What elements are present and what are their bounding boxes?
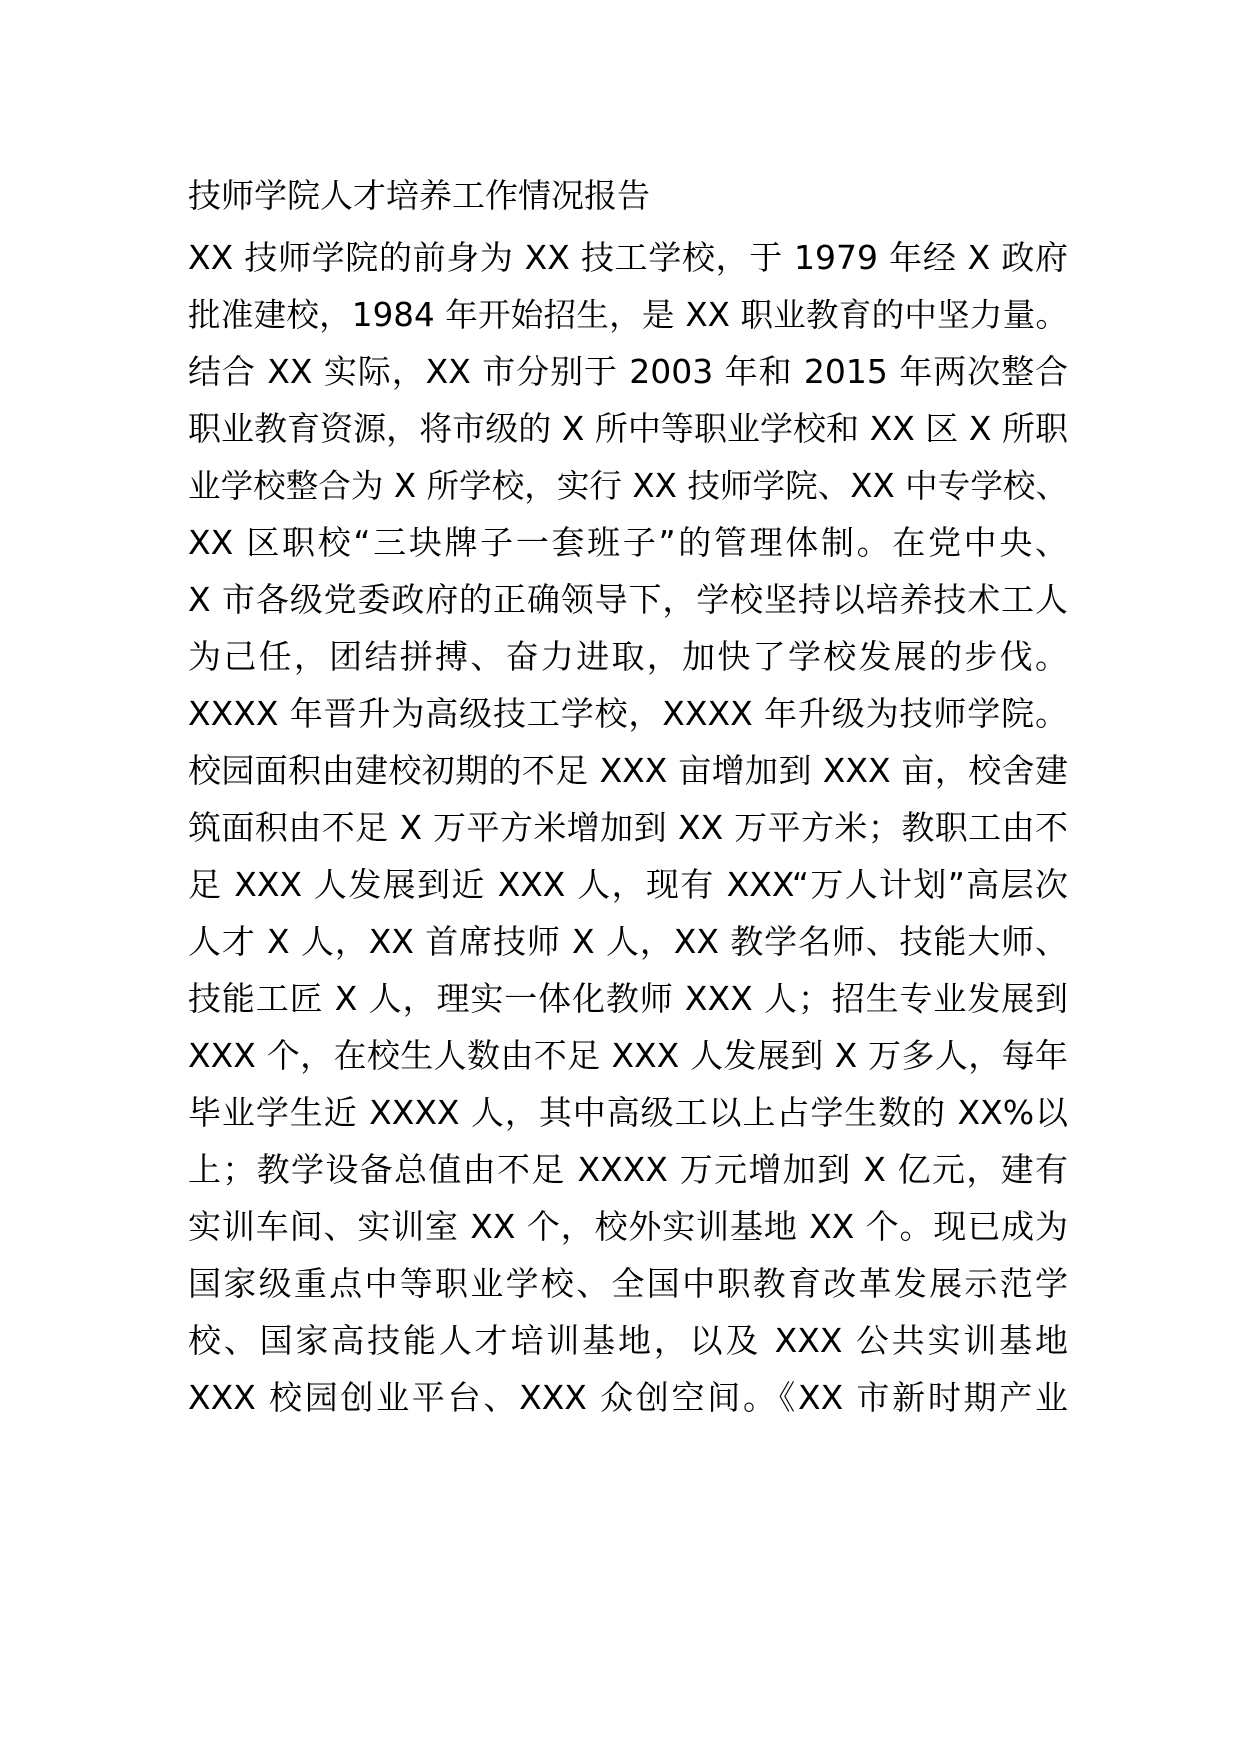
paragraph-line: 校、国家高技能人才培训基地，以及 XXX 公共实训基地 <box>188 1321 1068 1360</box>
paragraph-line: XX 区职校“三块牌子一套班子”的管理体制。在党中央、 <box>188 523 1068 562</box>
paragraph-line: 校园面积由建校初期的不足 XXX 亩增加到 XXX 亩，校舍建 <box>188 751 1068 790</box>
paragraph-line: 人才 X 人，XX 首席技师 X 人，XX 教学名师、技能大师、 <box>188 922 1068 961</box>
paragraph-line: XXX 校园创业平台、XXX 众创空间。《XX 市新时期产业 <box>188 1378 1068 1417</box>
paragraph-line: XXXX 年晋升为高级技工学校，XXXX 年升级为技师学院。 <box>188 694 1068 733</box>
paragraph-line: 业学校整合为 X 所学校，实行 XX 技师学院、XX 中专学校、 <box>188 467 1068 505</box>
paragraph-line: 筑面积由不足 X 万平方米增加到 XX 万平方米；教职工由不 <box>188 808 1068 847</box>
paragraph-line: 实训车间、实训室 XX 个，校外实训基地 XX 个。现已成为 <box>188 1207 1068 1246</box>
document-title: 技师学院人才培养工作情况报告 <box>188 176 650 215</box>
paragraph-line: 为己任，团结拼搏、奋力进取，加快了学校发展的步伐。 <box>188 637 1068 676</box>
paragraph-line: 上；教学设备总值由不足 XXXX 万元增加到 X 亿元，建有 <box>188 1150 1068 1189</box>
paragraph-line: 结合 XX 实际，XX 市分别于 2003 年和 2015 年两次整合 <box>188 352 1068 391</box>
paragraph-line: 国家级重点中等职业学校、全国中职教育改革发展示范学 <box>188 1264 1068 1303</box>
paragraph-line: 足 XXX 人发展到近 XXX 人，现有 XXX“万人计划”高层次 <box>188 865 1068 904</box>
paragraph-line: 职业教育资源，将市级的 X 所中等职业学校和 XX 区 X 所职 <box>188 409 1068 448</box>
paragraph-line: 批准建校，1984 年开始招生，是 XX 职业教育的中坚力量。 <box>188 296 1068 334</box>
paragraph-line: 毕业学生近 XXXX 人，其中高级工以上占学生数的 XX%以 <box>188 1093 1068 1132</box>
paragraph-line: X 市各级党委政府的正确领导下，学校坚持以培养技术工人 <box>188 580 1068 619</box>
paragraph-line: 技能工匠 X 人，理实一体化教师 XXX 人；招生专业发展到 <box>188 979 1068 1018</box>
paragraph-line: XX 技师学院的前身为 XX 技工学校，于 1979 年经 X 政府 <box>188 238 1068 277</box>
paragraph-line: XXX 个，在校生人数由不足 XXX 人发展到 X 万多人，每年 <box>188 1036 1068 1075</box>
